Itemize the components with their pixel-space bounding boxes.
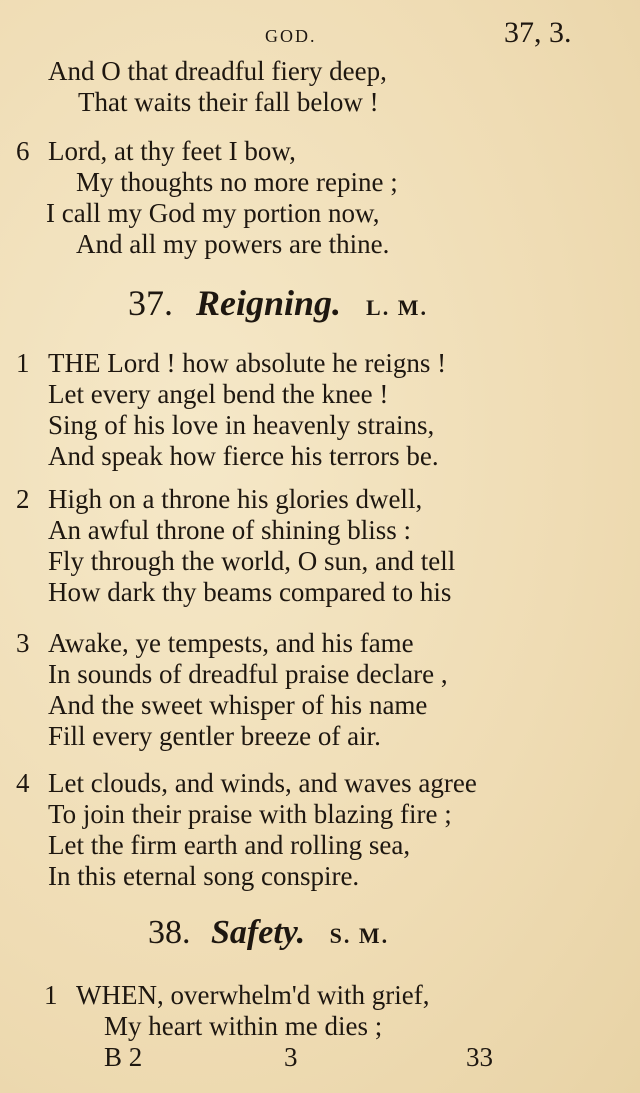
- verse-number: 1: [44, 980, 58, 1010]
- verse-line: And all my powers are thine.: [76, 229, 390, 259]
- verse-line: Lord, at thy feet I bow,: [48, 136, 296, 166]
- verse-line: High on a throne his glories dwell,: [48, 484, 423, 514]
- hymn-heading-38: [148, 914, 389, 952]
- page-number: 33: [466, 1042, 493, 1072]
- verse-line: And speak how fierce his terrors be.: [48, 441, 439, 471]
- running-header-title: GOD.: [265, 26, 317, 46]
- verse-line: Awake, ye tempests, and his fame: [48, 628, 414, 658]
- verse-number: 2: [16, 484, 30, 514]
- verse-line: How dark thy beams compared to his: [48, 577, 452, 607]
- hymn-meter: S. M.: [329, 923, 390, 948]
- verse-number: 3: [16, 628, 30, 658]
- verse-line: In this eternal song conspire.: [48, 861, 360, 891]
- verse-line: Fill every gentler breeze of air.: [48, 721, 381, 751]
- verse-line: Sing of his love in heavenly strains,: [48, 410, 435, 440]
- hymn-number: 38.: [148, 914, 191, 951]
- verse-line: Let the firm earth and rolling sea,: [48, 830, 411, 860]
- verse-line: And O that dreadful fiery deep,: [48, 56, 387, 86]
- verse-line: Fly through the world, O sun, and tell: [48, 546, 456, 576]
- hymn-heading-37: [128, 282, 428, 324]
- verse-line: In sounds of dreadful praise declare ,: [48, 659, 448, 689]
- running-header-page-ref: 37, 3.: [504, 16, 572, 49]
- verse-number: 4: [16, 768, 30, 798]
- hymn-title: Reigning.: [196, 283, 342, 323]
- verse-line: Let every angel bend the knee !: [48, 379, 389, 409]
- verse-line: Let clouds, and winds, and waves agree: [48, 768, 477, 798]
- hymn-number: 37.: [128, 283, 173, 323]
- verse-line: My thoughts no more repine ;: [76, 167, 398, 197]
- verse-line: THE Lord ! how absolute he reigns !: [48, 348, 447, 378]
- verse-line: That waits their fall below !: [78, 87, 379, 117]
- verse-number: 1: [16, 348, 30, 378]
- verse-number: 6: [16, 136, 30, 166]
- verse-line: My heart within me dies ;: [104, 1011, 383, 1041]
- verse-line: An awful throne of shining bliss :: [48, 515, 411, 545]
- verse-line: To join their praise with blazing fire ;: [48, 799, 452, 829]
- footer-center-number: 3: [284, 1042, 298, 1072]
- verse-line: And the sweet whisper of his name: [48, 690, 428, 720]
- verse-line: WHEN, overwhelm'd with grief,: [76, 980, 430, 1010]
- verse-line: I call my God my portion now,: [46, 198, 380, 228]
- hymn-title: Safety.: [211, 914, 306, 951]
- signature-mark: B 2: [104, 1042, 143, 1072]
- hymn-meter: L. M.: [366, 295, 428, 320]
